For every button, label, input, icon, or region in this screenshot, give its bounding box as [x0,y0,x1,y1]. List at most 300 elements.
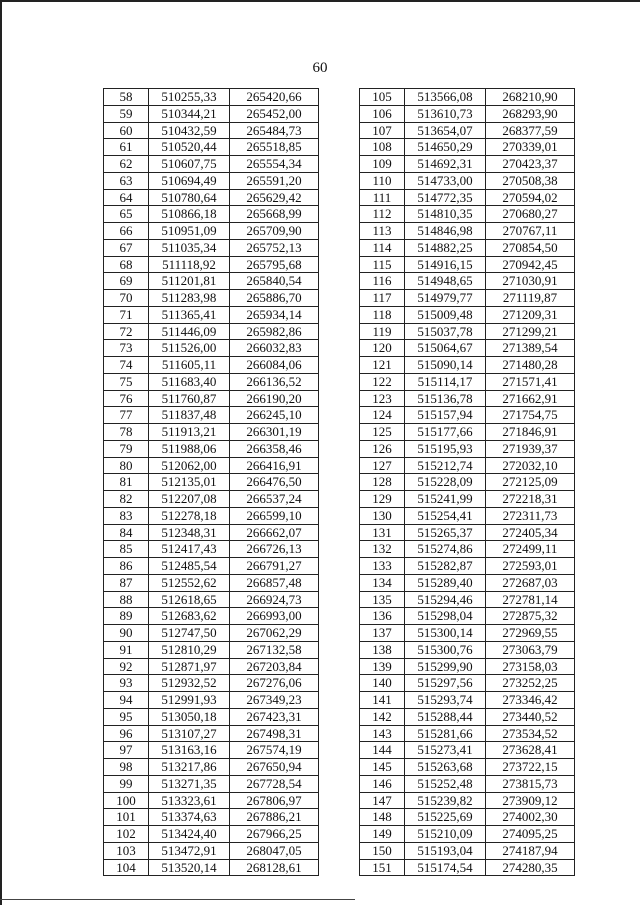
table-row [360,440,575,457]
y-coordinate-cell: 272875,32 [486,608,575,625]
table-row [104,256,319,273]
y-coordinate-cell: 266301,19 [230,424,319,441]
point-number-cell: 135 [360,591,405,608]
x-coordinate-cell: 515288,44 [405,708,486,725]
point-number-cell: 59 [104,105,149,122]
point-number-cell: 148 [360,809,405,826]
point-number-cell: 139 [360,658,405,675]
y-coordinate-cell: 267574,19 [230,742,319,759]
point-number-cell: 121 [360,357,405,374]
y-coordinate-cell: 266136,52 [230,373,319,390]
table-row [104,189,319,206]
table-row [104,658,319,675]
point-number-cell: 109 [360,156,405,173]
point-number-cell: 129 [360,491,405,508]
table-row [360,558,575,575]
y-coordinate-cell: 271662,91 [486,390,575,407]
point-number-cell: 117 [360,290,405,307]
y-coordinate-cell: 273815,73 [486,775,575,792]
table-row [104,122,319,139]
y-coordinate-cell: 270594,02 [486,189,575,206]
x-coordinate-cell: 510607,75 [149,156,230,173]
table-row [360,306,575,323]
x-coordinate-cell: 515282,87 [405,558,486,575]
point-number-cell: 137 [360,625,405,642]
y-coordinate-cell: 271030,91 [486,273,575,290]
coordinates-table-right [359,88,575,876]
x-coordinate-cell: 512348,31 [149,524,230,541]
table-row [360,407,575,424]
y-coordinate-cell: 270767,11 [486,223,575,240]
table-row [104,156,319,173]
point-number-cell: 66 [104,223,149,240]
x-coordinate-cell: 515300,14 [405,625,486,642]
point-number-cell: 149 [360,826,405,843]
x-coordinate-cell: 515157,94 [405,407,486,424]
table-row [360,89,575,106]
x-coordinate-cell: 511760,87 [149,390,230,407]
page-bottom-line [0,899,355,900]
point-number-cell: 76 [104,390,149,407]
point-number-cell: 97 [104,742,149,759]
point-number-cell: 83 [104,507,149,524]
y-coordinate-cell: 273063,79 [486,641,575,658]
point-number-cell: 94 [104,692,149,709]
table-row [104,457,319,474]
table-row [104,725,319,742]
point-number-cell: 127 [360,457,405,474]
x-coordinate-cell: 513163,16 [149,742,230,759]
y-coordinate-cell: 266245,10 [230,407,319,424]
y-coordinate-cell: 265709,90 [230,223,319,240]
y-coordinate-cell: 266662,07 [230,524,319,541]
point-number-cell: 89 [104,608,149,625]
point-number-cell: 61 [104,139,149,156]
point-number-cell: 150 [360,842,405,859]
y-coordinate-cell: 266358,46 [230,440,319,457]
y-coordinate-cell: 266857,48 [230,574,319,591]
point-number-cell: 110 [360,172,405,189]
y-coordinate-cell: 265591,20 [230,172,319,189]
point-number-cell: 116 [360,273,405,290]
point-number-cell: 74 [104,357,149,374]
point-number-cell: 84 [104,524,149,541]
y-coordinate-cell: 274095,25 [486,826,575,843]
x-coordinate-cell: 514733,00 [405,172,486,189]
point-number-cell: 120 [360,340,405,357]
point-number-cell: 104 [104,859,149,876]
table-row [360,625,575,642]
x-coordinate-cell: 511035,34 [149,239,230,256]
table-row [104,826,319,843]
point-number-cell: 75 [104,373,149,390]
x-coordinate-cell: 512552,62 [149,574,230,591]
point-number-cell: 119 [360,323,405,340]
table-row [104,139,319,156]
table-row [104,323,319,340]
x-coordinate-cell: 515263,68 [405,759,486,776]
point-number-cell: 65 [104,206,149,223]
table-row [360,524,575,541]
x-coordinate-cell: 512618,65 [149,591,230,608]
table-row [360,859,575,876]
y-coordinate-cell: 266537,24 [230,491,319,508]
point-number-cell: 71 [104,306,149,323]
table-row [360,373,575,390]
point-number-cell: 138 [360,641,405,658]
x-coordinate-cell: 511913,21 [149,424,230,441]
y-coordinate-cell: 272593,01 [486,558,575,575]
x-coordinate-cell: 510866,18 [149,206,230,223]
table-row [360,809,575,826]
x-coordinate-cell: 511683,40 [149,373,230,390]
table-row [104,424,319,441]
table-row [360,105,575,122]
table-row [360,156,575,173]
point-number-cell: 67 [104,239,149,256]
x-coordinate-cell: 511605,11 [149,357,230,374]
y-coordinate-cell: 267276,06 [230,675,319,692]
x-coordinate-cell: 515294,46 [405,591,486,608]
x-coordinate-cell: 515273,41 [405,742,486,759]
point-number-cell: 64 [104,189,149,206]
x-coordinate-cell: 512278,18 [149,507,230,524]
y-coordinate-cell: 266599,10 [230,507,319,524]
point-number-cell: 115 [360,256,405,273]
point-number-cell: 125 [360,424,405,441]
x-coordinate-cell: 513424,40 [149,826,230,843]
x-coordinate-cell: 513374,63 [149,809,230,826]
table-row [360,256,575,273]
y-coordinate-cell: 266416,91 [230,457,319,474]
table-row [360,122,575,139]
table-row [104,340,319,357]
x-coordinate-cell: 515297,56 [405,675,486,692]
x-coordinate-cell: 515195,93 [405,440,486,457]
x-coordinate-cell: 513323,61 [149,792,230,809]
point-number-cell: 128 [360,474,405,491]
point-number-cell: 81 [104,474,149,491]
point-number-cell: 122 [360,373,405,390]
y-coordinate-cell: 265934,14 [230,306,319,323]
x-coordinate-cell: 514948,65 [405,273,486,290]
x-coordinate-cell: 515037,78 [405,323,486,340]
x-coordinate-cell: 515299,90 [405,658,486,675]
point-number-cell: 102 [104,826,149,843]
x-coordinate-cell: 510255,33 [149,89,230,106]
x-coordinate-cell: 515174,54 [405,859,486,876]
point-number-cell: 108 [360,139,405,156]
table-row [104,440,319,457]
x-coordinate-cell: 515064,67 [405,340,486,357]
y-coordinate-cell: 270942,45 [486,256,575,273]
x-coordinate-cell: 515136,78 [405,390,486,407]
x-coordinate-cell: 512747,50 [149,625,230,642]
y-coordinate-cell: 271754,75 [486,407,575,424]
y-coordinate-cell: 271299,21 [486,323,575,340]
point-number-cell: 103 [104,842,149,859]
y-coordinate-cell: 274187,94 [486,842,575,859]
y-coordinate-cell: 268047,05 [230,842,319,859]
point-number-cell: 82 [104,491,149,508]
table-row [360,541,575,558]
y-coordinate-cell: 267498,31 [230,725,319,742]
table-row [360,775,575,792]
y-coordinate-cell: 268377,59 [486,122,575,139]
table-row [360,507,575,524]
point-number-cell: 107 [360,122,405,139]
table-row [360,323,575,340]
y-coordinate-cell: 271846,91 [486,424,575,441]
point-number-cell: 145 [360,759,405,776]
point-number-cell: 136 [360,608,405,625]
y-coordinate-cell: 266476,50 [230,474,319,491]
y-coordinate-cell: 265484,73 [230,122,319,139]
x-coordinate-cell: 512485,54 [149,558,230,575]
x-coordinate-cell: 512932,52 [149,675,230,692]
point-number-cell: 133 [360,558,405,575]
y-coordinate-cell: 267806,97 [230,792,319,809]
y-coordinate-cell: 265554,34 [230,156,319,173]
y-coordinate-cell: 267349,23 [230,692,319,709]
point-number-cell: 123 [360,390,405,407]
y-coordinate-cell: 270680,27 [486,206,575,223]
y-coordinate-cell: 265452,00 [230,105,319,122]
y-coordinate-cell: 272125,09 [486,474,575,491]
table-row [360,574,575,591]
x-coordinate-cell: 510951,09 [149,223,230,240]
point-number-cell: 142 [360,708,405,725]
x-coordinate-cell: 514846,98 [405,223,486,240]
y-coordinate-cell: 273534,52 [486,725,575,742]
point-number-cell: 68 [104,256,149,273]
point-number-cell: 78 [104,424,149,441]
x-coordinate-cell: 514772,35 [405,189,486,206]
y-coordinate-cell: 267728,54 [230,775,319,792]
x-coordinate-cell: 515212,74 [405,457,486,474]
x-coordinate-cell: 512062,00 [149,457,230,474]
x-coordinate-cell: 515239,82 [405,792,486,809]
x-coordinate-cell: 511526,00 [149,340,230,357]
table-row [104,641,319,658]
y-coordinate-cell: 267132,58 [230,641,319,658]
x-coordinate-cell: 513610,73 [405,105,486,122]
y-coordinate-cell: 270854,50 [486,239,575,256]
y-coordinate-cell: 265886,70 [230,290,319,307]
y-coordinate-cell: 266726,13 [230,541,319,558]
y-coordinate-cell: 267886,21 [230,809,319,826]
table-row [104,574,319,591]
y-coordinate-cell: 265840,54 [230,273,319,290]
x-coordinate-cell: 515009,48 [405,306,486,323]
x-coordinate-cell: 511201,81 [149,273,230,290]
y-coordinate-cell: 271389,54 [486,340,575,357]
table-row [104,842,319,859]
point-number-cell: 91 [104,641,149,658]
y-coordinate-cell: 273722,15 [486,759,575,776]
y-coordinate-cell: 273628,41 [486,742,575,759]
y-coordinate-cell: 274002,30 [486,809,575,826]
table-row [360,742,575,759]
x-coordinate-cell: 514810,35 [405,206,486,223]
table-row [360,172,575,189]
point-number-cell: 62 [104,156,149,173]
point-number-cell: 80 [104,457,149,474]
table-row [360,424,575,441]
point-number-cell: 140 [360,675,405,692]
table-row [104,89,319,106]
y-coordinate-cell: 273158,03 [486,658,575,675]
x-coordinate-cell: 510432,59 [149,122,230,139]
x-coordinate-cell: 512417,43 [149,541,230,558]
table-row [360,206,575,223]
table-row [104,809,319,826]
x-coordinate-cell: 515274,86 [405,541,486,558]
x-coordinate-cell: 511283,98 [149,290,230,307]
x-coordinate-cell: 515241,99 [405,491,486,508]
point-number-cell: 143 [360,725,405,742]
x-coordinate-cell: 515254,41 [405,507,486,524]
table-row [360,725,575,742]
table-row [360,708,575,725]
x-coordinate-cell: 513654,07 [405,122,486,139]
table-row [360,139,575,156]
table-row [360,658,575,675]
x-coordinate-cell: 513520,14 [149,859,230,876]
y-coordinate-cell: 272969,55 [486,625,575,642]
x-coordinate-cell: 510694,49 [149,172,230,189]
table-row [104,625,319,642]
table-row [104,306,319,323]
x-coordinate-cell: 512991,93 [149,692,230,709]
y-coordinate-cell: 273346,42 [486,692,575,709]
x-coordinate-cell: 514882,25 [405,239,486,256]
point-number-cell: 105 [360,89,405,106]
x-coordinate-cell: 511365,41 [149,306,230,323]
y-coordinate-cell: 265795,68 [230,256,319,273]
table-row [104,273,319,290]
x-coordinate-cell: 515289,40 [405,574,486,591]
y-coordinate-cell: 270423,37 [486,156,575,173]
point-number-cell: 90 [104,625,149,642]
point-number-cell: 134 [360,574,405,591]
y-coordinate-cell: 274280,35 [486,859,575,876]
x-coordinate-cell: 515300,76 [405,641,486,658]
table-row [360,675,575,692]
y-coordinate-cell: 267423,31 [230,708,319,725]
y-coordinate-cell: 268128,61 [230,859,319,876]
point-number-cell: 124 [360,407,405,424]
table-row [104,474,319,491]
point-number-cell: 146 [360,775,405,792]
point-number-cell: 118 [360,306,405,323]
table-row [104,742,319,759]
point-number-cell: 79 [104,440,149,457]
x-coordinate-cell: 513271,35 [149,775,230,792]
table-row [104,491,319,508]
point-number-cell: 60 [104,122,149,139]
x-coordinate-cell: 514979,77 [405,290,486,307]
y-coordinate-cell: 265982,86 [230,323,319,340]
table-row [104,239,319,256]
table-row [360,290,575,307]
point-number-cell: 113 [360,223,405,240]
x-coordinate-cell: 512810,29 [149,641,230,658]
table-row [104,105,319,122]
point-number-cell: 100 [104,792,149,809]
x-coordinate-cell: 511118,92 [149,256,230,273]
y-coordinate-cell: 272032,10 [486,457,575,474]
x-coordinate-cell: 512207,08 [149,491,230,508]
y-coordinate-cell: 266084,06 [230,357,319,374]
y-coordinate-cell: 265629,42 [230,189,319,206]
point-number-cell: 114 [360,239,405,256]
point-number-cell: 147 [360,792,405,809]
point-number-cell: 58 [104,89,149,106]
y-coordinate-cell: 272405,34 [486,524,575,541]
x-coordinate-cell: 510780,64 [149,189,230,206]
point-number-cell: 132 [360,541,405,558]
table-row [104,775,319,792]
x-coordinate-cell: 511446,09 [149,323,230,340]
y-coordinate-cell: 267062,29 [230,625,319,642]
x-coordinate-cell: 515225,69 [405,809,486,826]
table-row [360,692,575,709]
table-row [104,373,319,390]
table-row [104,708,319,725]
point-number-cell: 101 [104,809,149,826]
table-row [104,206,319,223]
point-number-cell: 86 [104,558,149,575]
point-number-cell: 73 [104,340,149,357]
point-number-cell: 111 [360,189,405,206]
x-coordinate-cell: 511988,06 [149,440,230,457]
point-number-cell: 63 [104,172,149,189]
table-row [360,826,575,843]
y-coordinate-cell: 272311,73 [486,507,575,524]
table-row [360,390,575,407]
y-coordinate-cell: 268293,90 [486,105,575,122]
y-coordinate-cell: 273440,52 [486,708,575,725]
point-number-cell: 95 [104,708,149,725]
coordinates-table-left [103,88,319,876]
table-row [360,608,575,625]
point-number-cell: 126 [360,440,405,457]
x-coordinate-cell: 514692,31 [405,156,486,173]
table-row [104,859,319,876]
y-coordinate-cell: 271209,31 [486,306,575,323]
point-number-cell: 112 [360,206,405,223]
table-row [360,474,575,491]
table-row [360,457,575,474]
table-row [104,608,319,625]
y-coordinate-cell: 266032,83 [230,340,319,357]
point-number-cell: 96 [104,725,149,742]
x-coordinate-cell: 513472,91 [149,842,230,859]
y-coordinate-cell: 265518,85 [230,139,319,156]
point-number-cell: 141 [360,692,405,709]
table-row [360,591,575,608]
point-number-cell: 151 [360,859,405,876]
table-row [104,591,319,608]
table-row [104,357,319,374]
x-coordinate-cell: 511837,48 [149,407,230,424]
point-number-cell: 131 [360,524,405,541]
table-row [360,223,575,240]
table-row [360,357,575,374]
x-coordinate-cell: 515114,17 [405,373,486,390]
y-coordinate-cell: 265752,13 [230,239,319,256]
